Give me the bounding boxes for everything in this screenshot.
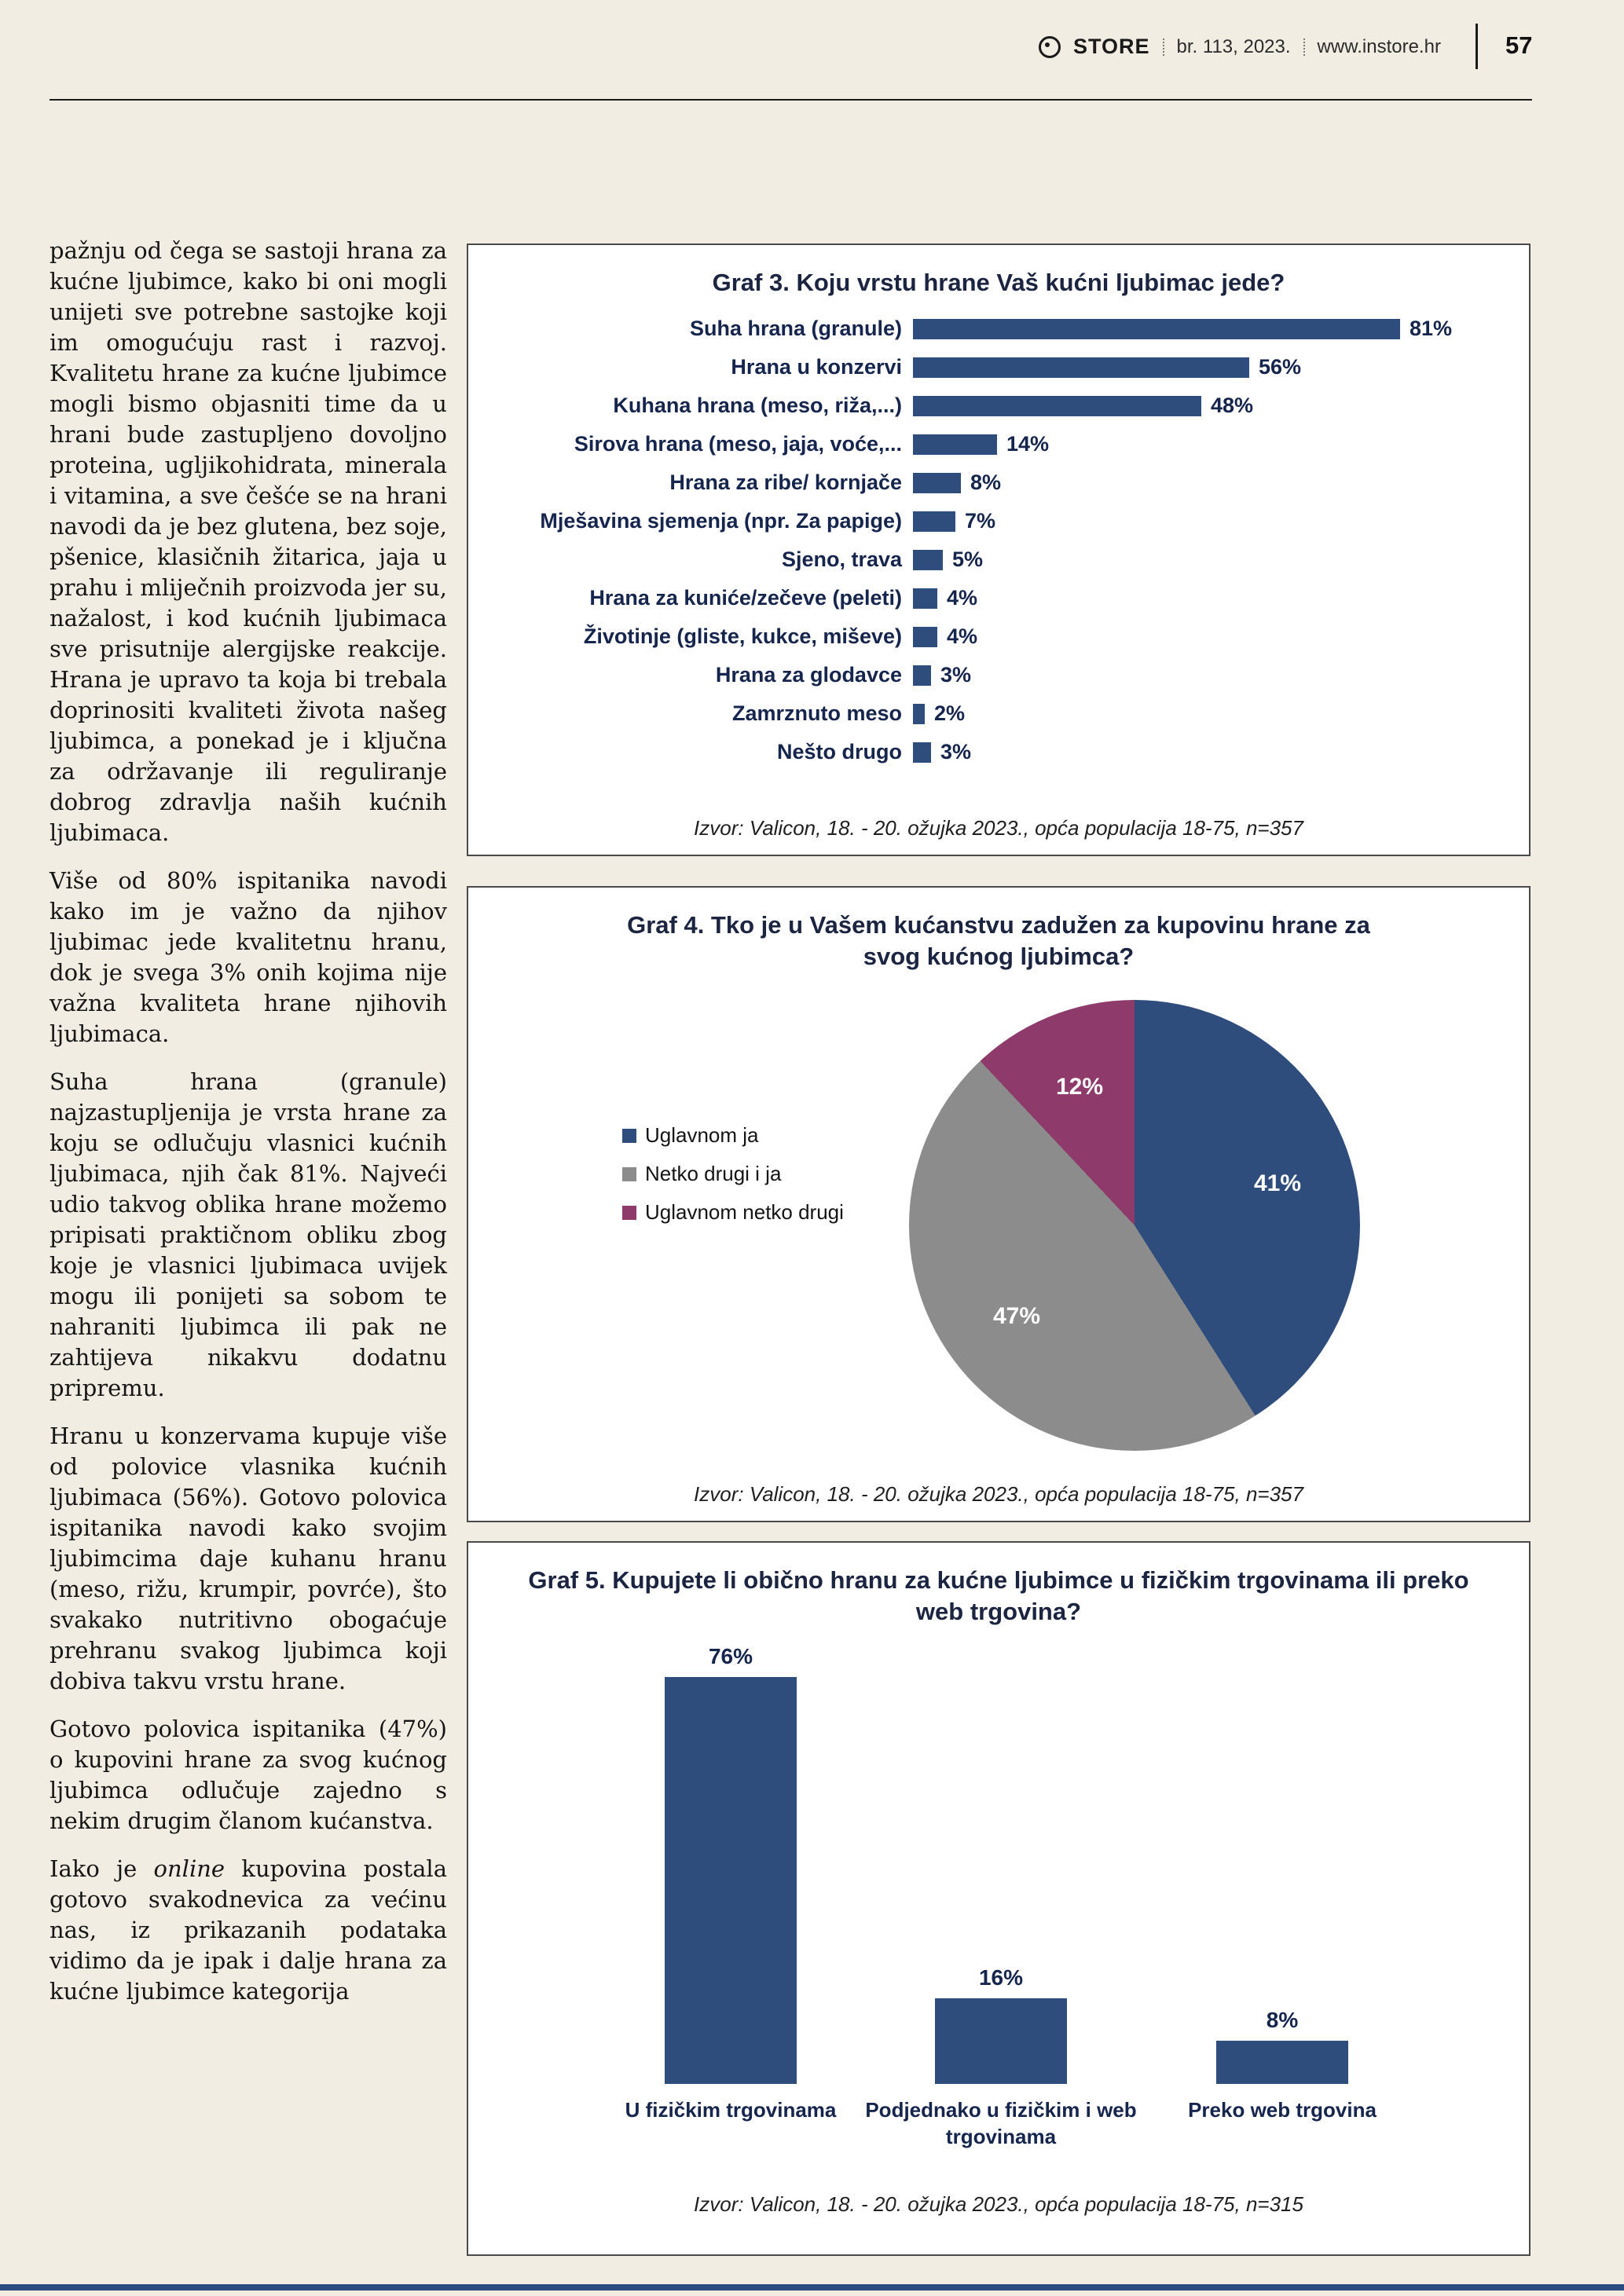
bar-value-label: 4% xyxy=(947,586,978,610)
bar xyxy=(935,1998,1067,2084)
bar-row xyxy=(468,386,1529,425)
bar xyxy=(913,434,997,455)
bar-row xyxy=(468,540,1529,579)
bar-category-label: Kuhana hrana (meso, riža,...) xyxy=(613,394,902,417)
page-number: 57 xyxy=(1505,31,1533,59)
bar-category-label: U fizičkim trgovinama xyxy=(625,2098,837,2122)
bar xyxy=(913,665,931,686)
bar xyxy=(913,627,937,647)
body-paragraph: Hranu u konzervama kupuje više od polovice vlasnika kućnih ljubimaca (56%). Gotovo polovica ispitanika navodi kako svojim ljubimcima daje kuhanu hranu (meso, rižu, krumpir, povrće), što svakako nutritivno obogaćuje prehranu svakog ljubimca koji dobiva takvu vrstu hrane. xyxy=(49,1423,447,1694)
bar-category-label: Hrana za ribe/ kornjače xyxy=(669,471,902,494)
bar xyxy=(913,742,931,763)
bar-category-label: Hrana u konzervi xyxy=(731,355,902,379)
paragraph-text: kupovina postala gotovo svakodnevica za većinu nas, iz prikazanih podataka vidimo da je ipak i dalje hrana za kućne ljubimce kategorija xyxy=(49,1855,447,2005)
bar-row xyxy=(468,425,1529,463)
legend-item xyxy=(622,1200,844,1225)
bar-row xyxy=(468,617,1529,656)
legend-label: Uglavnom ja xyxy=(645,1123,759,1147)
bar-row xyxy=(468,733,1529,771)
bar-value-label: 81% xyxy=(1410,317,1453,340)
bar-category-label: Nešto drugo xyxy=(777,740,902,764)
pie-slice-label: 47% xyxy=(992,1303,1041,1329)
bar-value-label: 4% xyxy=(947,624,978,648)
bar-value-label: 8% xyxy=(1266,2008,1299,2032)
bar-row xyxy=(468,694,1529,733)
bar-category-label: Preko web trgovina xyxy=(1188,2098,1377,2122)
bar-row xyxy=(468,348,1529,386)
article-text-column xyxy=(49,236,447,2024)
bar xyxy=(1216,2041,1348,2084)
bar-category-label: Suha hrana (granule) xyxy=(689,317,902,340)
bar-value-label: 8% xyxy=(970,471,1002,494)
chart-title-graf3: Graf 3. Koju vrstu hrane Vaš kućni ljubimac jede? xyxy=(712,269,1285,296)
bar-value-label: 76% xyxy=(708,1644,753,1668)
bar-category-label: Podjednako u fizičkim i web trgovinama xyxy=(865,2098,1137,2148)
bar-value-label: 16% xyxy=(978,1965,1024,1990)
chart-graf3 xyxy=(467,244,1531,856)
bar xyxy=(913,704,925,724)
bar-column xyxy=(581,1644,880,2122)
website-url: www.instore.hr xyxy=(1317,35,1441,57)
legend-label: Netko drugi i ja xyxy=(645,1162,782,1185)
body-paragraph: pažnju od čega se sastoji hrana za kućne ljubimce, kako bi oni mogli unijeti sve potrebne sastojke koji im omogućuju rast i razvoj. Kvalitetu hrane za kućne ljubimce mogli bismo objasniti time da u hrani bude zastupljeno dovoljno proteina, ugljikohidrata, minerala i vitamina, a sve češće se na hrani navodi da je bez glutena, bez soje, pšenice, klasičnih žitarica, jaja u prahu i mliječnih proizvoda jer su, nažalost, i kod kućnih ljubimaca sve prisutnije alergijske reakcije. Hrana je upravo ta koja bi trebala doprinositi kvaliteti života našeg ljubimca, a ponekad je i ključna za održavanje ili reguliranje dobrog zdravlja naših kućnih ljubimaca. xyxy=(49,237,447,846)
bar xyxy=(913,396,1201,416)
chart-source-graf3: Izvor: Valicon, 18. - 20. ožujka 2023., opća populacija 18-75, n=357 xyxy=(694,816,1303,840)
italic-word: online xyxy=(153,1855,225,1882)
bar-value-label: 7% xyxy=(965,509,996,533)
bar-category-label: Zamrznuto meso xyxy=(731,701,902,725)
bar-value-label: 56% xyxy=(1259,355,1302,379)
bar xyxy=(913,550,943,570)
bar xyxy=(913,473,961,493)
bar-category-label: Hrana za kuniće/zečeve (peleti) xyxy=(589,586,902,610)
bar xyxy=(913,357,1249,378)
instore-logo-icon xyxy=(1039,36,1061,58)
bar-category-label: Mješavina sjemenja (npr. Za papige) xyxy=(540,509,902,533)
chart-graf4 xyxy=(467,886,1531,1522)
header-divider xyxy=(1163,38,1164,56)
header-vertical-rule xyxy=(1476,24,1478,69)
legend-swatch xyxy=(622,1206,636,1220)
bar-value-label: 48% xyxy=(1211,394,1254,417)
issue-number: br. 113, 2023. xyxy=(1176,35,1291,57)
bar-category-label: Hrana za glodavce xyxy=(715,663,902,687)
bar-row xyxy=(468,656,1529,694)
bar xyxy=(913,588,937,609)
bar xyxy=(913,511,955,532)
chart-source-graf5: Izvor: Valicon, 18. - 20. ožujka 2023., opća populacija 18-75, n=315 xyxy=(694,2192,1303,2216)
brand-name: STORE xyxy=(1073,35,1150,58)
bar-row xyxy=(468,502,1529,540)
body-paragraph: Gotovo polovica ispitanika (47%) o kupovini hrane za svog kućnog ljubimca odlučuje zajedno s nekim drugim članom kućanstva. xyxy=(49,1716,447,1834)
paragraph-text: Iako je xyxy=(49,1855,154,1882)
vertical-bar-chart xyxy=(468,1543,1529,2254)
bar-value-label: 3% xyxy=(940,740,972,764)
legend-swatch xyxy=(622,1167,636,1181)
legend-label: Uglavnom netko drugi xyxy=(645,1200,844,1224)
bar-value-label: 2% xyxy=(934,701,966,725)
legend-swatch xyxy=(622,1129,636,1143)
bar-category-label: Sirova hrana (meso, jaja, voće,... xyxy=(574,432,902,456)
body-paragraph: Suha hrana (granule) najzastupljenija je vrsta hrane za koju se odlučuju vlasnici kućnih ljubimaca, njih čak 81%. Najveći udio takvog oblika hrane možemo pripisati praktičnom obliku zbog koje je vlasnici ljubimaca uvijek mogu ili ponijeti sa sobom te nahraniti ljubimca ili pak ne zahtijeva nikakvu dodatnu pripremu. xyxy=(49,1068,447,1401)
chart-graf5 xyxy=(467,1541,1531,2256)
bar-row xyxy=(468,579,1529,617)
pie-slice-label: 12% xyxy=(1055,1074,1104,1100)
pie-legend xyxy=(622,1123,844,1239)
bottom-accent-line xyxy=(0,2284,1624,2291)
pie-chart xyxy=(909,1000,1360,1451)
pie-slice-label: 41% xyxy=(1253,1170,1302,1196)
bar-category-label: Sjeno, trava xyxy=(781,547,902,571)
chart-source-graf4: Izvor: Valicon, 18. - 20. ožujka 2023., opća populacija 18-75, n=357 xyxy=(694,1482,1303,1506)
bar-column xyxy=(1133,2008,1432,2122)
legend-item xyxy=(622,1162,844,1186)
chart-title-graf4: Graf 4. Tko je u Vašem kućanstvu zadužen za kupovinu hrane za svog kućnog ljubimca? xyxy=(627,911,1370,970)
chart-title-graf5: Graf 5. Kupujete li obično hranu za kućne ljubimce u fizičkim trgovinama ili preko web trgovina? xyxy=(528,1566,1469,1625)
header-rule xyxy=(49,99,1532,101)
page-header xyxy=(1039,35,1441,59)
bar-category-label: Životinje (gliste, kukce, miševe) xyxy=(583,624,902,648)
bar-column xyxy=(852,1965,1150,2148)
body-paragraph xyxy=(49,1854,447,2007)
bar-value-label: 14% xyxy=(1006,432,1050,456)
header-divider xyxy=(1303,38,1305,56)
bar-value-label: 5% xyxy=(952,547,984,571)
body-paragraph: Više od 80% ispitanika navodi kako im je važno da njihov ljubimac jede kvalitetnu hranu, dok je svega 3% onih kojima nije važna kvaliteta hrane njihovih ljubimaca. xyxy=(49,867,447,1047)
bar xyxy=(913,319,1400,339)
bar-row xyxy=(468,309,1529,348)
bar-value-label: 3% xyxy=(940,663,972,687)
bar-row xyxy=(468,463,1529,502)
horizontal-bar-chart xyxy=(468,309,1529,771)
bar xyxy=(665,1677,797,2084)
legend-item xyxy=(622,1123,844,1148)
